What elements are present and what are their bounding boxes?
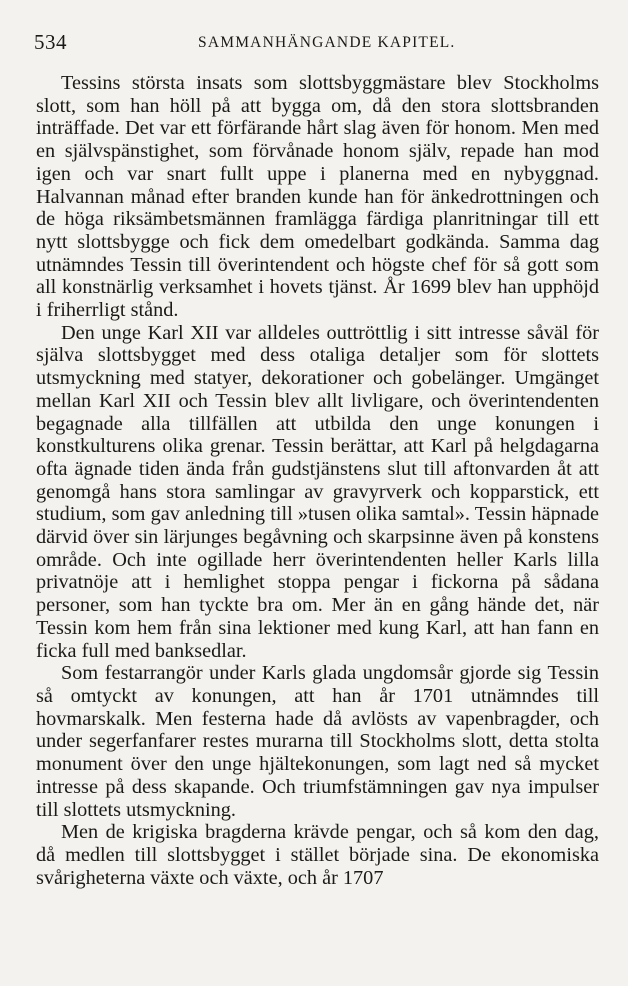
running-header (34, 30, 594, 54)
paragraph-1: Tessins största insats som slottsbyggmästare blev Stockholms slott, som han höll på att bygga om, då den stora slottsbranden inträffade. Det var ett förfärande hårt slag även för honom. Men med en självspänstighet, som förvånade honom själv, repade han mod igen och var snart fullt uppe i planerna med en nybyggnad. Halvannan månad efter branden kunde han för änkedrottningen och de höga riksämbetsmännen framlägga färdiga planritningar till ett nytt slottsbygge och fick dem omedelbart godkända. Samma dag utnämndes Tessin till överintendent och högste chef för så gott som all konstnärlig verksamhet i hovets tjänst. År 1699 blev han upphöjd i friherrligt stånd. (36, 72, 599, 322)
running-title: SAMMANHÄNGANDE KAPITEL. (198, 34, 456, 51)
body-text (36, 72, 599, 889)
paragraph-2: Den unge Karl XII var alldeles outtröttlig i sitt intresse såväl för själva slottsbygget med dess otaliga detaljer som för slottets utsmyckning med statyer, dekorationer och gobelänger. Umgänget mellan Karl XII och Tessin blev allt livligare, och överintendenten begagnade alla tillfällen att utbilda den unge konungen i konstkulturens olika grenar. Tessin berättar, att Karl på helgdagarna ofta ägnade tiden ända från gudstjänstens slut till aftonvarden åt att genomgå hans stora samlingar av gravyrverk och kopparstick, ett studium, som gav anledning till »tusen olika samtal». Tessin häpnade därvid över sin lärjunges begåvning och skarpsinne även på konstens område. Och inte ogillade herr överintendenten heller Karls lilla privatnöje att i hemlighet stoppa pengar i fickorna på sådana personer, som han tyckte bra om. Mer än en gång hände det, när Tessin kom hem från sina lektioner med kung Karl, att han fann en ficka full med banksedlar. (36, 321, 599, 662)
page-number: 534 (34, 30, 67, 54)
paragraph-4: Men de krigiska bragderna krävde pengar, och så kom den dag, då medlen till slottsbygget i stället började sina. De ekonomiska svårigheterna växte och växte, och år 1707 (36, 821, 599, 889)
paragraph-3: Som festarrangör under Karls glada ungdomsår gjorde sig Tessin så omtyckt av konungen, att han år 1701 utnämndes till hovmarskalk. Men festerna hade då avlösts av vapenbragder, och under segerfanfarer restes murarna till Stockholms slott, detta stolta monument över den unge hjältekonungen, som lagt ned så mycket intresse på dess skapande. Och triumfstämningen gav nya impulser till slottets utsmyckning. (36, 662, 599, 821)
